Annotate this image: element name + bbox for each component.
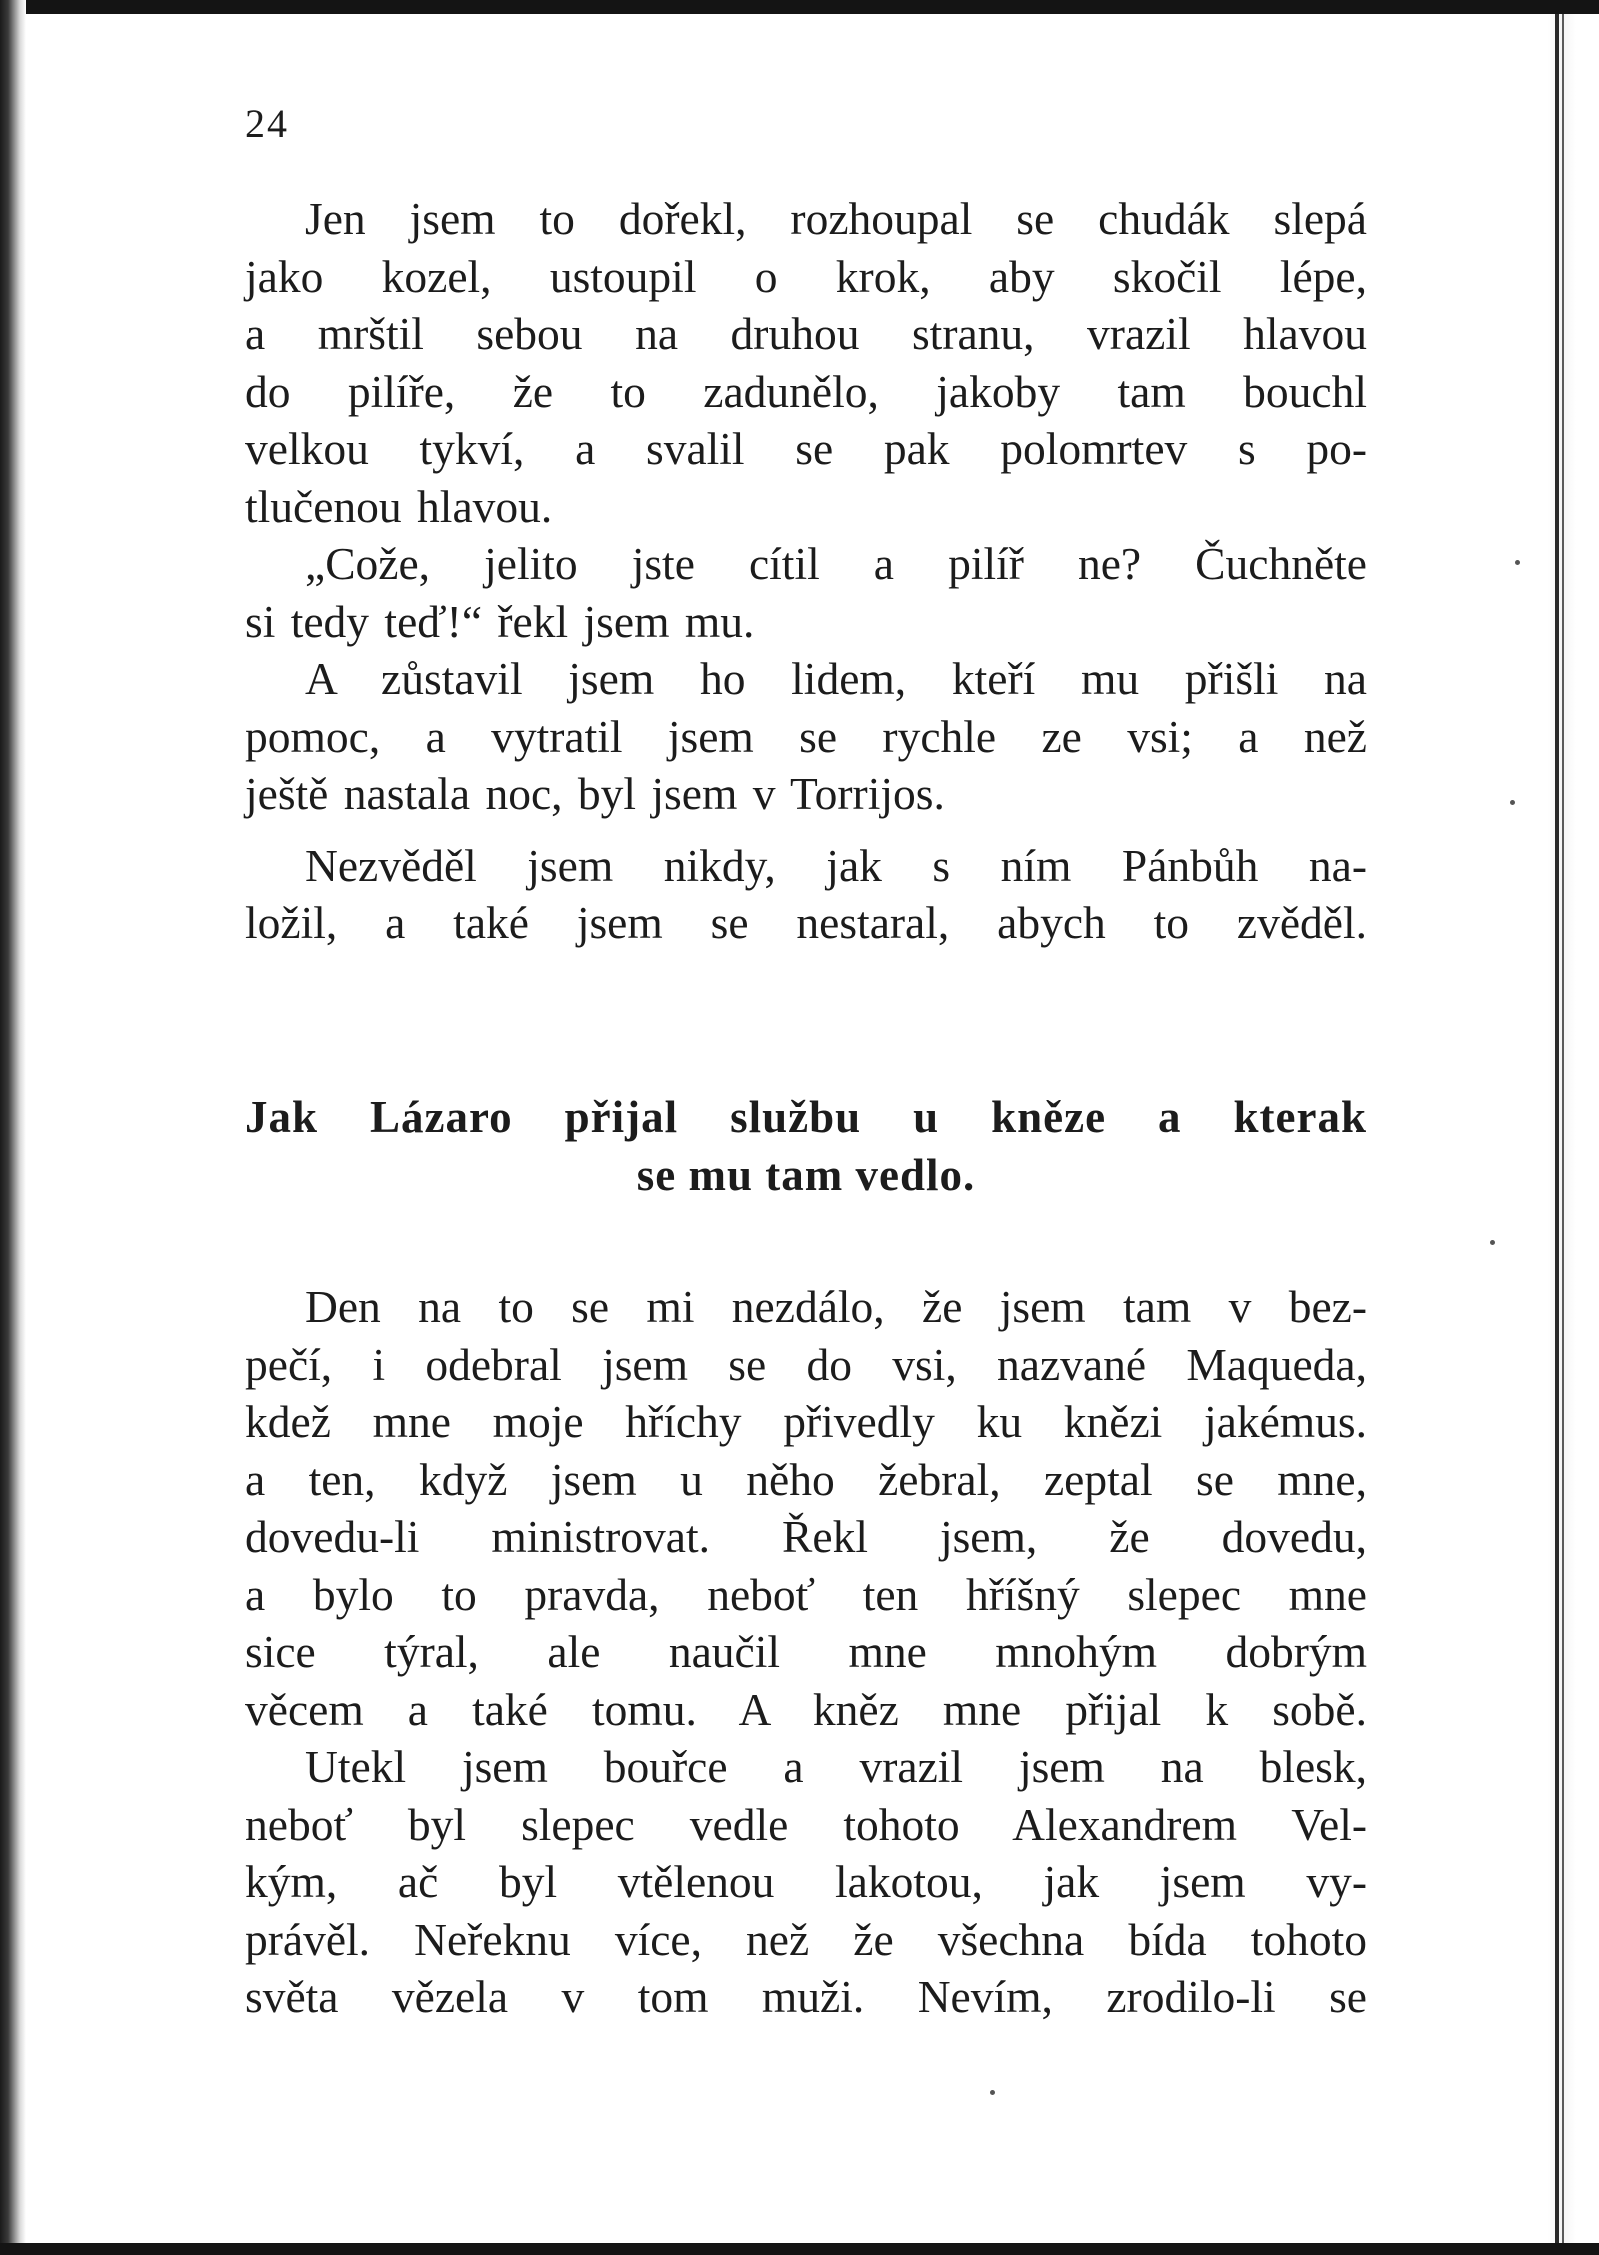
paragraph (245, 1738, 1367, 2026)
text-line: Nezvěděl jsem nikdy, jak s ním Pánbůh na- (305, 839, 1367, 891)
text-line: věcem a také tomu. A kněz mne přijal k sobě. (245, 1683, 1367, 1735)
text-line: dovedu-li ministrovat. Řekl jsem, že dovedu, (245, 1511, 1367, 1562)
text-line: neboť byl slepec vedle tohoto Alexandrem Vel- (245, 1798, 1367, 1850)
text-line: sice týral, ale naučil mne mnohým dobrým (245, 1626, 1367, 1677)
paragraph (245, 1278, 1367, 1738)
text-line: tlučenou hlavou. (245, 480, 553, 532)
paragraph (245, 650, 1367, 823)
text-line: A zůstavil jsem ho lidem, kteří mu přišli na (305, 653, 1367, 704)
text-line: Jen jsem to dořekl, rozhoupal se chudák slepá (305, 193, 1367, 244)
page-number: 24 (245, 101, 289, 146)
text-line: a mrštil sebou na druhou stranu, vrazil hlavou (245, 308, 1367, 359)
chapter-heading-line-2: se mu tam vedlo. (636, 1150, 976, 1200)
text-line: kým, ač byl vtělenou lakotou, jak jsem vy- (245, 1856, 1367, 1907)
text-line: Utekl jsem bouřce a vrazil jsem na blesk, (305, 1741, 1367, 1792)
paragraph-gap (245, 823, 1367, 837)
text-line: si tedy teď!“ řekl jsem mu. (245, 595, 755, 647)
text-line: pečí, i odebral jsem se do vsi, nazvané Maqueda, (245, 1338, 1367, 1390)
text-line: jako kozel, ustoupil o krok, aby skočil lépe, (245, 250, 1367, 302)
paragraph (245, 535, 1367, 650)
paragraph (245, 190, 1367, 535)
text-line: pomoc, a vytratil jsem se rychle ze vsi; a než (245, 710, 1367, 762)
paragraph (245, 837, 1367, 952)
text-line: světa vězela v tom muži. Nevím, zrodilo-li se (245, 1971, 1367, 2022)
text-line: „Cože, jelito jste cítil a pilíř ne? Čuchněte (305, 538, 1367, 589)
section-1 (245, 190, 1367, 952)
text-line: a bylo to pravda, neboť ten hříšný slepec mne (245, 1568, 1367, 1620)
text-line: velkou tykví, a svalil se pak polomrtev s po- (245, 423, 1367, 474)
text-line: ještě nastala noc, byl jsem v Torrijos. (245, 768, 945, 819)
text-line: ložil, a také jsem se nestaral, abych to zvěděl. (245, 897, 1367, 948)
text-line: kdež mne moje hříchy přivedly ku knězi jakémus. (245, 1396, 1367, 1447)
text-line: právěl. Neřeknu více, než že všechna bída tohoto (245, 1913, 1367, 1965)
text-line: Den na to se mi nezdálo, že jsem tam v bez- (305, 1281, 1367, 1332)
chapter-heading-line-1: Jak Lázaro přijal službu u kněze a kterak (245, 1092, 1367, 1142)
text-line: do pilíře, že to zadunělo, jakoby tam bouchl (245, 365, 1367, 417)
chapter-heading (245, 1088, 1367, 1204)
text-line: a ten, když jsem u něho žebral, zeptal se mne, (245, 1453, 1367, 1505)
section-2 (245, 1278, 1367, 2026)
